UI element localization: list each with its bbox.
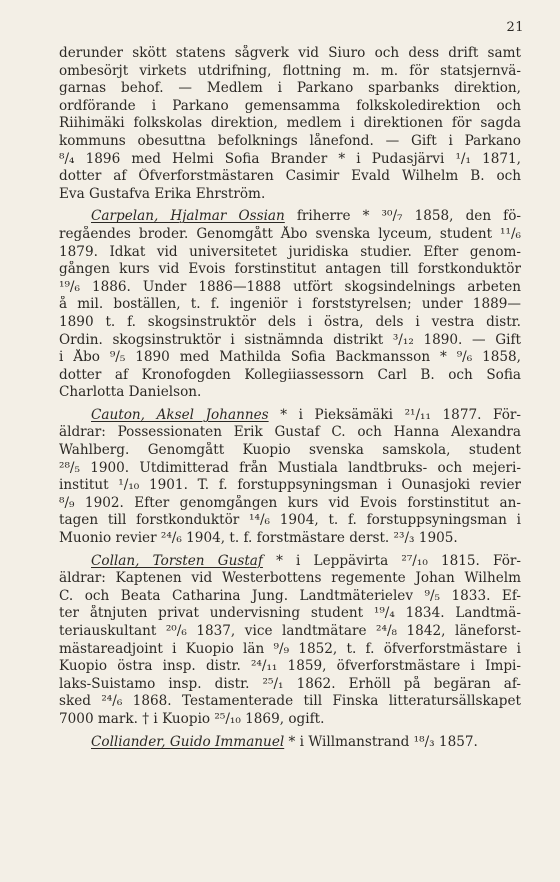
text-line <box>59 133 521 151</box>
text-line <box>59 588 521 606</box>
line-text: ordförande i Parkano gemensamma folkskoledirektion och <box>59 97 521 114</box>
line-text: regåendes broder. Genomgått Åbo svenska lyceum, student ¹¹/₆ <box>59 225 521 242</box>
line-text: tagen till forstkonduktör ¹⁴/₆ 1904, t. f. forstuppsyningsman i <box>59 512 521 529</box>
line-text: ⁸/₄ 1896 med Helmi Sofia Brander * i Pudasjärvi ¹/₁ 1871, <box>59 150 521 167</box>
line-text: sked ²⁴/₆ 1868. Testamenterade till Finska litteratursällskapet <box>59 693 521 710</box>
line-text: Eva Gustafva Erika Ehrström. <box>59 185 266 202</box>
line-text: 7000 mark. † i Kuopio ²⁵/₁₀ 1869, ogift. <box>59 710 325 727</box>
text-line <box>59 641 521 659</box>
entry-collan <box>59 553 521 729</box>
line-text: ²⁸/₅ 1900. Utdimitterad från Mustiala landtbruks- och mejeri- <box>59 459 521 476</box>
text-line <box>59 553 521 571</box>
text-line <box>59 208 521 226</box>
text-line <box>59 570 521 588</box>
line-text: Charlotta Danielson. <box>59 384 202 401</box>
line-text: * i Pieksämäki ²¹/₁₁ 1877. För- <box>268 406 521 423</box>
text-line <box>59 512 521 530</box>
line-text: * i Willmanstrand ¹⁸/₃ 1857. <box>284 733 478 750</box>
line-text: Muonio revier ²⁴/₆ 1904, t. f. forstmästare derst. ²³/₃ 1905. <box>59 530 458 547</box>
text-line <box>59 63 521 81</box>
text-line <box>59 367 521 385</box>
entry-name: Collan, Torsten Gustaf <box>91 552 263 569</box>
text-line <box>59 279 521 297</box>
text-line <box>59 151 521 169</box>
text-line <box>59 226 521 244</box>
text-line <box>59 605 521 623</box>
text-line <box>59 711 521 729</box>
text-line <box>59 296 521 314</box>
text-line <box>59 332 521 350</box>
entry-name: Carpelan, Hjalmar Ossian <box>91 208 285 225</box>
text-line <box>59 676 521 694</box>
text-line <box>59 349 521 367</box>
text-line <box>59 424 521 442</box>
entry-name: Cauton, Aksel Johannes <box>91 406 269 423</box>
line-text: Riihimäki folkskolas direktion, medlem i direktionen för sagda <box>59 115 521 132</box>
text-line <box>59 384 521 402</box>
text-line <box>59 623 521 641</box>
line-text: * i Leppävirta ²⁷/₁₀ 1815. För- <box>262 552 521 569</box>
page-number: 21 <box>506 20 524 35</box>
text-line <box>59 495 521 513</box>
text-line <box>59 80 521 98</box>
line-text: teriauskultant ²⁰/₆ 1837, vice landtmätare ²⁴/₈ 1842, läneforst- <box>59 623 521 639</box>
text-block <box>59 45 521 751</box>
text-line <box>59 693 521 711</box>
line-text: derunder skött statens sågverk vid Siuro och dess drift samt <box>59 45 521 61</box>
text-line <box>59 530 521 548</box>
entry-carpelan <box>59 208 521 402</box>
text-line <box>59 407 521 425</box>
line-text: gången kurs vid Evois forstinstitut antagen till forstkonduktör <box>59 261 521 278</box>
text-line <box>59 98 521 116</box>
entry-cauton <box>59 407 521 548</box>
text-line <box>59 244 521 262</box>
line-text: Wahlberg. Genomgått Kuopio svenska samskola, student <box>59 442 521 459</box>
text-line <box>59 442 521 460</box>
entry-colliander <box>59 734 521 752</box>
text-line <box>59 261 521 279</box>
line-text: dotter af Öfverforstmästaren Casimir Evald Wilhelm B. och <box>59 168 521 185</box>
line-text: dotter af Kronofogden Kollegiiassessorn Carl B. och Sofia <box>59 366 521 383</box>
line-text: 1890 t. f. skogsinstruktör dels i östra, dels i vestra distr. <box>59 313 521 330</box>
line-text: mästareadjoint i Kuopio län ⁹/₉ 1852, t. f. öfverforstmästare i <box>59 640 521 657</box>
text-line <box>59 460 521 478</box>
entry-name: Colliander, Guido Immanuel <box>91 733 285 750</box>
line-text: laks-Suistamo insp. distr. ²⁵/₁ 1862. Erhöll på begäran af- <box>59 675 521 692</box>
line-text: Ordin. skogsinstruktör i sistnämnda distrikt ³/₁₂ 1890. — Gift <box>59 331 521 348</box>
text-line <box>59 45 521 63</box>
line-text: ombesörjt virkets utdrifning, flottning m. m. för statsjernvä- <box>59 62 521 79</box>
line-text: i Åbo ⁹/₅ 1890 med Mathilda Sofia Backmansson * ⁹/₆ 1858, <box>59 349 521 366</box>
text-line <box>59 658 521 676</box>
text-line <box>59 477 521 495</box>
line-text: institut ¹/₁₀ 1901. T. f. forstuppsyningsman i Ounasjoki revier <box>59 477 521 494</box>
line-text: C. och Beata Catharina Jung. Landtmäterielev ⁹/₅ 1833. Ef- <box>59 587 521 604</box>
line-text: ter åtnjuten privat undervisning student ¹⁹/₄ 1834. Landtmä- <box>59 605 521 622</box>
text-line <box>59 186 521 204</box>
line-text: ⁸/₉ 1902. Efter genomgången kurs vid Evois forstinstitut an- <box>59 494 521 511</box>
text-line <box>59 314 521 332</box>
line-text: kommuns obesuttna befolknings lånefond. — Gift i Parkano <box>59 132 521 149</box>
text-line <box>59 168 521 186</box>
line-text: å mil. boställen, t. f. ingeniör i forststyrelsen; under 1889— <box>59 296 521 313</box>
line-text: 1879. Idkat vid universitetet juridiska studier. Efter genom- <box>59 243 521 260</box>
line-text: Kuopio östra insp. distr. ²⁴/₁₁ 1859, öfverforstmästare i Impi- <box>59 658 521 675</box>
entry-intro <box>59 45 521 203</box>
line-text: ¹⁹/₆ 1886. Under 1886—1888 utfört skogsindelnings arbeten <box>59 278 521 295</box>
text-line <box>59 115 521 133</box>
text-line <box>59 734 521 752</box>
line-text: garnas behof. — Medlem i Parkano sparbanks direktion, <box>59 80 521 97</box>
line-text: friherre * ³⁰/₇ 1858, den fö- <box>284 208 521 225</box>
line-text: äldrar: Possessionaten Erik Gustaf C. och Hanna Alexandra <box>59 424 521 441</box>
line-text: äldrar: Kaptenen vid Westerbottens regemente Johan Wilhelm <box>59 570 521 587</box>
